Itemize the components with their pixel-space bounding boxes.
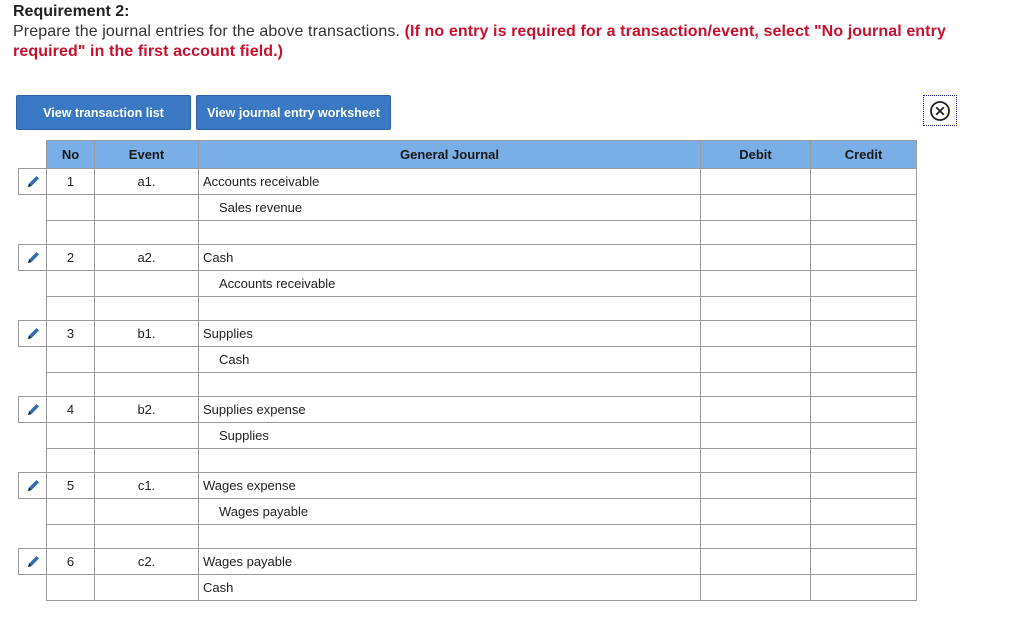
table-row-blank [19, 297, 917, 321]
credit-account-name: Cash [219, 352, 250, 367]
credit-account-cell[interactable] [199, 347, 701, 373]
requirement-title: Requirement 2: [13, 3, 130, 20]
debit-amount-cell[interactable] [701, 195, 811, 221]
credit-amount-cell[interactable] [811, 245, 917, 271]
table-row [19, 347, 917, 373]
edit-spacer [19, 347, 47, 373]
pencil-edit-icon [25, 174, 41, 190]
credit-account-cell[interactable] [199, 271, 701, 297]
column-header-general-journal: General Journal [199, 141, 701, 169]
credit-amount-cell[interactable] [811, 549, 917, 575]
credit-amount-cell[interactable] [811, 347, 917, 373]
entry-event: b2. [95, 397, 199, 423]
debit-amount-cell[interactable] [701, 499, 811, 525]
table-row [19, 195, 917, 221]
debit-account-cell[interactable] [199, 321, 701, 347]
debit-amount-cell[interactable] [701, 473, 811, 499]
table-header-row [19, 141, 917, 169]
pencil-edit-icon [25, 554, 41, 570]
entry-number-empty [47, 297, 95, 321]
view-transaction-list-button[interactable]: View transaction list [16, 95, 191, 130]
entry-event-empty [95, 373, 199, 397]
debit-amount-cell[interactable] [701, 221, 811, 245]
table-row [19, 499, 917, 525]
credit-account-cell[interactable] [199, 195, 701, 221]
credit-amount-cell[interactable] [811, 575, 917, 601]
pencil-edit-icon [25, 402, 41, 418]
credit-account-name: Accounts receivable [219, 276, 336, 291]
credit-amount-cell[interactable] [811, 423, 917, 449]
edit-column-header [19, 141, 47, 169]
entry-event: a2. [95, 245, 199, 271]
entry-number-empty [47, 449, 95, 473]
debit-amount-cell[interactable] [701, 397, 811, 423]
edit-entry-button[interactable] [19, 245, 47, 271]
credit-account-name: Sales revenue [219, 200, 303, 215]
credit-account-name: Wages payable [219, 504, 309, 519]
table-row-blank [19, 221, 917, 245]
edit-entry-button[interactable] [19, 397, 47, 423]
entry-number: 5 [47, 473, 95, 499]
entry-event-empty [95, 499, 199, 525]
close-button[interactable] [923, 95, 957, 126]
table-row [19, 321, 917, 347]
entry-event: c1. [95, 473, 199, 499]
entry-number-empty [47, 525, 95, 549]
debit-amount-cell[interactable] [701, 245, 811, 271]
debit-amount-cell[interactable] [701, 271, 811, 297]
credit-account-cell[interactable] [199, 499, 701, 525]
edit-spacer [19, 195, 47, 221]
table-row [19, 271, 917, 297]
edit-spacer [19, 373, 47, 397]
table-row [19, 575, 917, 601]
account-cell-empty[interactable] [199, 449, 701, 473]
debit-amount-cell[interactable] [701, 525, 811, 549]
debit-amount-cell[interactable] [701, 347, 811, 373]
account-cell-empty[interactable] [199, 221, 701, 245]
account-cell-empty[interactable] [199, 297, 701, 321]
entry-number: 3 [47, 321, 95, 347]
credit-amount-cell[interactable] [811, 271, 917, 297]
pencil-edit-icon [25, 250, 41, 266]
edit-spacer [19, 575, 47, 601]
entry-event-empty [95, 195, 199, 221]
column-header-event: Event [95, 141, 199, 169]
debit-amount-cell[interactable] [701, 549, 811, 575]
account-cell-empty[interactable] [199, 525, 701, 549]
credit-amount-cell[interactable] [811, 449, 917, 473]
entry-number-empty [47, 221, 95, 245]
debit-account-name: Supplies expense [203, 402, 306, 417]
edit-spacer [19, 297, 47, 321]
edit-spacer [19, 221, 47, 245]
column-header-debit: Debit [701, 141, 811, 169]
entry-number-empty [47, 373, 95, 397]
journal-table [18, 140, 917, 601]
debit-amount-cell[interactable] [701, 373, 811, 397]
entry-number: 2 [47, 245, 95, 271]
table-row-blank [19, 449, 917, 473]
table-row [19, 423, 917, 449]
entry-event-empty [95, 221, 199, 245]
credit-account-cell[interactable] [199, 423, 701, 449]
entry-number-empty [47, 195, 95, 221]
debit-account-cell[interactable] [199, 397, 701, 423]
entry-event-empty [95, 449, 199, 473]
column-header-credit: Credit [811, 141, 917, 169]
edit-entry-button[interactable] [19, 473, 47, 499]
entry-number-empty [47, 423, 95, 449]
instructions [13, 22, 1003, 62]
credit-account-name: Supplies [219, 428, 269, 443]
edit-entry-button[interactable] [19, 321, 47, 347]
edit-spacer [19, 525, 47, 549]
entry-number-empty [47, 499, 95, 525]
table-row [19, 245, 917, 271]
close-circle-icon [929, 100, 951, 122]
table-row-blank [19, 373, 917, 397]
entry-event-empty [95, 423, 199, 449]
debit-amount-cell[interactable] [701, 169, 811, 195]
edit-spacer [19, 271, 47, 297]
credit-amount-cell[interactable] [811, 473, 917, 499]
view-journal-entry-worksheet-button[interactable]: View journal entry worksheet [196, 95, 391, 130]
table-row-blank [19, 525, 917, 549]
table-row [19, 169, 917, 195]
entry-event-empty [95, 575, 199, 601]
entry-event-empty [95, 347, 199, 373]
credit-amount-cell[interactable] [811, 525, 917, 549]
edit-entry-button[interactable] [19, 169, 47, 195]
credit-amount-cell[interactable] [811, 297, 917, 321]
debit-account-cell[interactable] [199, 473, 701, 499]
debit-amount-cell[interactable] [701, 423, 811, 449]
debit-amount-cell[interactable] [701, 575, 811, 601]
credit-amount-cell[interactable] [811, 321, 917, 347]
pencil-edit-icon [25, 326, 41, 342]
table-row [19, 473, 917, 499]
debit-amount-cell[interactable] [701, 321, 811, 347]
instruction-note: (If no entry is required for a transaction/event, select "No journal entry required" in the first account field.) [13, 23, 946, 60]
debit-account-name: Cash [203, 250, 234, 265]
column-header-no: No [47, 141, 95, 169]
account-cell-empty[interactable] [199, 373, 701, 397]
pencil-edit-icon [25, 478, 41, 494]
entry-event: b1. [95, 321, 199, 347]
edit-spacer [19, 499, 47, 525]
debit-account-name: Wages payable [203, 554, 293, 569]
credit-amount-cell[interactable] [811, 221, 917, 245]
entry-event-empty [95, 297, 199, 321]
entry-event-empty [95, 525, 199, 549]
credit-account-name: Cash [203, 580, 234, 595]
table-row [19, 397, 917, 423]
debit-account-cell[interactable] [199, 549, 701, 575]
table-row [19, 549, 917, 575]
debit-account-name: Wages expense [203, 478, 296, 493]
debit-amount-cell[interactable] [701, 449, 811, 473]
edit-entry-button[interactable] [19, 549, 47, 575]
credit-amount-cell[interactable] [811, 499, 917, 525]
entry-event: a1. [95, 169, 199, 195]
credit-amount-cell[interactable] [811, 373, 917, 397]
entry-number-empty [47, 347, 95, 373]
edit-spacer [19, 423, 47, 449]
entry-event: c2. [95, 549, 199, 575]
credit-amount-cell[interactable] [811, 195, 917, 221]
entry-number-empty [47, 271, 95, 297]
entry-number: 6 [47, 549, 95, 575]
credit-account-cell[interactable] [199, 575, 701, 601]
credit-amount-cell[interactable] [811, 397, 917, 423]
debit-account-name: Accounts receivable [203, 174, 320, 189]
debit-account-cell[interactable] [199, 169, 701, 195]
debit-amount-cell[interactable] [701, 297, 811, 321]
edit-spacer [19, 449, 47, 473]
entry-number: 4 [47, 397, 95, 423]
entry-number-empty [47, 575, 95, 601]
entry-event-empty [95, 271, 199, 297]
credit-amount-cell[interactable] [811, 169, 917, 195]
debit-account-name: Supplies [203, 326, 253, 341]
entry-number: 1 [47, 169, 95, 195]
instruction-text: Prepare the journal entries for the above transactions. [13, 23, 401, 40]
debit-account-cell[interactable] [199, 245, 701, 271]
